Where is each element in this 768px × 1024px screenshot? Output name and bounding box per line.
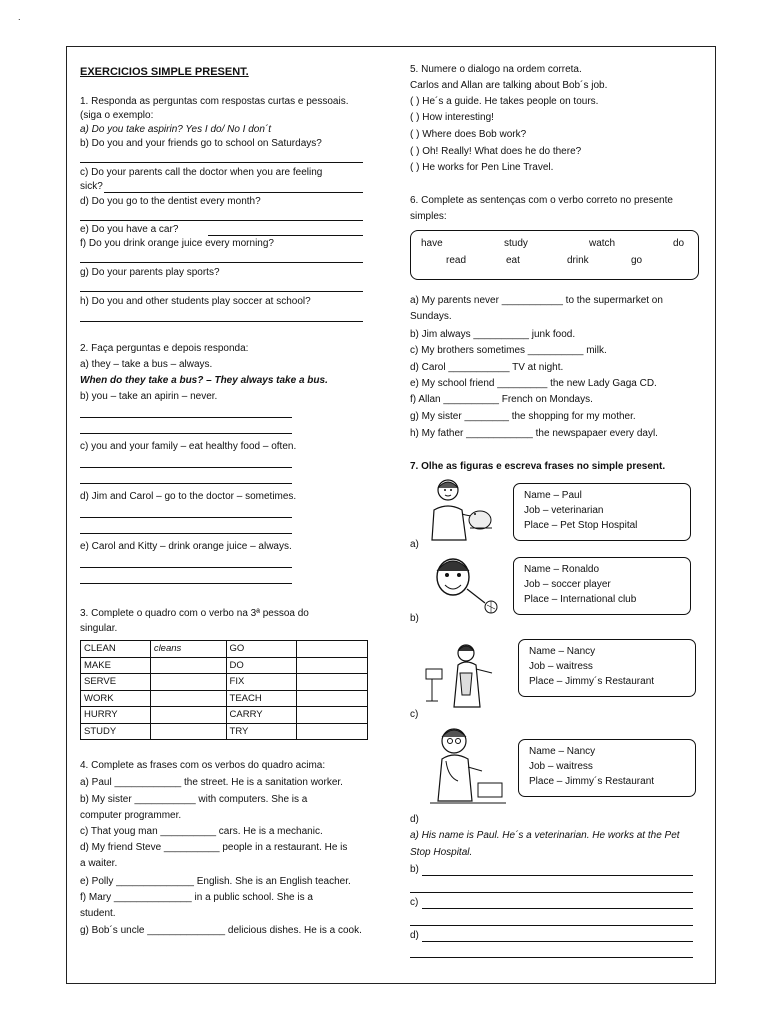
ex1-question-f: f) Do you drink orange juice every morning? [80, 238, 274, 249]
answer-line[interactable] [80, 567, 292, 568]
verb-base-cell: STUDY [81, 723, 151, 740]
ex5-intro: Carlos and Allan are talking about Bob´s job. [410, 80, 608, 91]
ex5-heading: 5. Numere o dialogo na ordem correta. [410, 64, 582, 75]
answer-line[interactable] [80, 533, 292, 534]
info-card [518, 739, 696, 797]
ex4-item-d-cont: a waiter. [80, 858, 118, 869]
info-card [513, 557, 691, 615]
verb-third-person-cell[interactable] [297, 690, 368, 707]
answer-line[interactable] [80, 220, 363, 221]
card-name: Name – Ronaldo [524, 564, 600, 575]
answer-line[interactable] [422, 941, 693, 942]
answer-line[interactable] [80, 433, 292, 434]
figure-label-a: a) [410, 539, 419, 550]
verb-base-cell: SERVE [81, 674, 151, 691]
ex1-question-d: d) Do you go to the dentist every month? [80, 196, 261, 207]
ex2-item-b: b) you – take an apirin – never. [80, 391, 218, 402]
table-row [81, 723, 368, 740]
word-bank-item: do [673, 238, 685, 249]
info-card [518, 639, 696, 697]
verb-third-person-cell[interactable]: cleans [150, 641, 226, 658]
ex6-item-g: g) My sister ________ the shopping for my mother. [410, 411, 636, 422]
verb-third-person-cell[interactable] [150, 674, 226, 691]
answer-line[interactable] [104, 192, 363, 193]
ex7-answer-a-cont: Stop Hospital. [410, 847, 473, 858]
ex6-item-a-cont: Sundays. [410, 311, 452, 322]
ex1-question-c-cont: sick? [80, 181, 103, 192]
ex7-label-b: b) [410, 864, 419, 875]
word-bank-item: go [631, 255, 643, 266]
soccer-player-illustration [425, 553, 500, 615]
answer-line[interactable] [80, 483, 292, 484]
answer-line[interactable] [410, 925, 693, 926]
table-row [81, 674, 368, 691]
word-bank-item: watch [589, 238, 616, 249]
word-bank-item: study [504, 238, 528, 249]
answer-line[interactable] [80, 417, 292, 418]
verb-third-person-cell[interactable] [297, 674, 368, 691]
ex6-item-a: a) My parents never ___________ to the supermarket on [410, 295, 663, 306]
ex4-item-e: e) Polly ______________ English. She is an English teacher. [80, 876, 351, 887]
verb-base-cell: CARRY [226, 707, 297, 724]
card-name: Name – Nancy [529, 746, 596, 757]
card-job: Job – waitress [529, 661, 593, 672]
ex1-question-g: g) Do your parents play sports? [80, 267, 220, 278]
ex6-item-e: e) My school friend _________ the new Lady Gaga CD. [410, 378, 657, 389]
ex4-item-b-cont: computer programmer. [80, 810, 182, 821]
ex4-item-d: d) My friend Steve __________ people in a restaurant. He is [80, 842, 348, 853]
ex6-item-h: h) My father ____________ the newspapaer every dayl. [410, 428, 658, 439]
ex6-heading-2: simples: [410, 211, 447, 222]
ex7-heading: 7. Olhe as figuras e escreva frases no simple present. [410, 461, 666, 472]
ex6-item-d: d) Carol ___________ TV at night. [410, 362, 564, 373]
verb-base-cell: GO [226, 641, 297, 658]
dialog-line[interactable]: ( ) How interesting! [410, 112, 494, 123]
dialog-line[interactable]: ( ) Where does Bob work? [410, 129, 527, 140]
ex1-question-b: b) Do you and your friends go to school on Saturdays? [80, 138, 322, 149]
answer-line[interactable] [80, 321, 363, 322]
figure-label-c: c) [410, 709, 419, 720]
answer-line[interactable] [208, 235, 363, 236]
card-name: Name – Nancy [529, 646, 596, 657]
word-bank-item: read [446, 255, 467, 266]
ex7-answer-a: a) His name is Paul. He´s a veterinarian. He works at the Pet [410, 830, 680, 841]
card-job: Job – veterinarian [524, 505, 604, 516]
ex1-question-c: c) Do your parents call the doctor when you are feeling [80, 167, 323, 178]
card-place: Place – Jimmy´s Restaurant [529, 676, 655, 687]
card-job: Job – waitress [529, 761, 593, 772]
verb-third-person-cell[interactable] [150, 690, 226, 707]
verb-third-person-cell[interactable] [150, 723, 226, 740]
ex4-item-f-cont: student. [80, 908, 116, 919]
ex6-item-f: f) Allan __________ French on Mondays. [410, 394, 593, 405]
worksheet-title: EXERCICIOS SIMPLE PRESENT. [80, 66, 249, 78]
verb-third-person-cell[interactable] [297, 641, 368, 658]
card-place: Place – Jimmy´s Restaurant [529, 776, 655, 787]
verb-base-cell: HURRY [81, 707, 151, 724]
ex1-heading: 1. Responda as perguntas com respostas curtas e pessoais. [80, 96, 349, 107]
card-place: Place – International club [524, 594, 637, 605]
verb-third-person-cell[interactable] [297, 707, 368, 724]
ex1-example: a) Do you take aspirin? Yes I do/ No I don´t [80, 124, 272, 135]
verb-third-person-cell[interactable] [297, 723, 368, 740]
ex2-item-d: d) Jim and Carol – go to the doctor – sometimes. [80, 491, 297, 502]
ex6-item-c: c) My brothers sometimes __________ milk. [410, 345, 607, 356]
dialog-line[interactable]: ( ) He´s a guide. He takes people on tours. [410, 96, 599, 107]
ex7-label-d: d) [410, 930, 419, 941]
answer-line[interactable] [410, 957, 693, 958]
verb-base-cell: TEACH [226, 690, 297, 707]
verb-base-cell: TRY [226, 723, 297, 740]
answer-line[interactable] [80, 162, 363, 163]
ex2-item-e: e) Carol and Kitty – drink orange juice – always. [80, 541, 292, 552]
card-job: Job – soccer player [524, 579, 611, 590]
ex1-question-e: e) Do you have a car? [80, 224, 179, 235]
worksheet [66, 46, 716, 984]
verb-third-person-cell[interactable] [150, 657, 226, 674]
verb-base-cell: CLEAN [81, 641, 151, 658]
table-row [81, 657, 368, 674]
figure-label-d: d) [410, 814, 419, 825]
ex6-heading: 6. Complete as sentenças com o verbo correto no presente [410, 195, 673, 206]
answer-line[interactable] [80, 467, 292, 468]
verb-third-person-cell[interactable] [297, 657, 368, 674]
dialog-line[interactable]: ( ) Oh! Really! What does he do there? [410, 146, 582, 157]
card-name: Name – Paul [524, 490, 582, 501]
dialog-line[interactable]: ( ) He works for Pen Line Travel. [410, 162, 554, 173]
ex1-heading-2: (siga o exemplo: [80, 110, 154, 121]
ex4-item-g: g) Bob´s uncle ______________ delicious dishes. He is a cook. [80, 925, 362, 936]
doctor-illustration [420, 721, 510, 811]
ex4-item-b: b) My sister ___________ with computers. She is a [80, 794, 308, 805]
word-bank-item: drink [567, 255, 589, 266]
ex1-question-h: h) Do you and other students play soccer at school? [80, 296, 311, 307]
answer-line[interactable] [422, 875, 693, 876]
ex2-example: When do they take a bus? – They always take a bus. [80, 375, 328, 386]
waitress-illustration [422, 639, 502, 709]
info-card [513, 483, 691, 541]
ex2-item-c: c) you and your family – eat healthy food – often. [80, 441, 297, 452]
answer-line[interactable] [410, 892, 693, 893]
answer-line[interactable] [80, 517, 292, 518]
figure-label-b: b) [410, 613, 419, 624]
veterinarian-illustration [420, 474, 500, 542]
answer-line[interactable] [80, 583, 292, 584]
ex2-item-a: a) they – take a bus – always. [80, 359, 213, 370]
answer-line[interactable] [80, 262, 363, 263]
ex4-item-c: c) That youg man __________ cars. He is a mechanic. [80, 826, 323, 837]
ex3-heading-2: singular. [80, 623, 118, 634]
word-bank [410, 230, 699, 280]
table-row [81, 641, 368, 658]
table-row [81, 707, 368, 724]
verb-base-cell: FIX [226, 674, 297, 691]
verb-third-person-cell[interactable] [150, 707, 226, 724]
ex7-label-c: c) [410, 897, 419, 908]
answer-line[interactable] [422, 908, 693, 909]
verb-base-cell: DO [226, 657, 297, 674]
answer-line[interactable] [80, 291, 363, 292]
corner-mark: . [18, 12, 21, 22]
word-bank-item: eat [506, 255, 520, 266]
ex4-item-a: a) Paul ____________ the street. He is a sanitation worker. [80, 777, 343, 788]
word-bank-item: have [421, 238, 443, 249]
ex2-heading: 2. Faça perguntas e depois responda: [80, 343, 249, 354]
ex4-heading: 4. Complete as frases com os verbos do quadro acima: [80, 760, 326, 771]
conjugation-table [80, 640, 368, 740]
table-row [81, 690, 368, 707]
ex3-heading: 3. Complete o quadro com o verbo na 3ª pessoa do [80, 608, 309, 619]
verb-base-cell: MAKE [81, 657, 151, 674]
verb-base-cell: WORK [81, 690, 151, 707]
ex6-item-b: b) Jim always __________ junk food. [410, 329, 576, 340]
card-place: Place – Pet Stop Hospital [524, 520, 638, 531]
ex4-item-f: f) Mary ______________ in a public school. She is a [80, 892, 313, 903]
